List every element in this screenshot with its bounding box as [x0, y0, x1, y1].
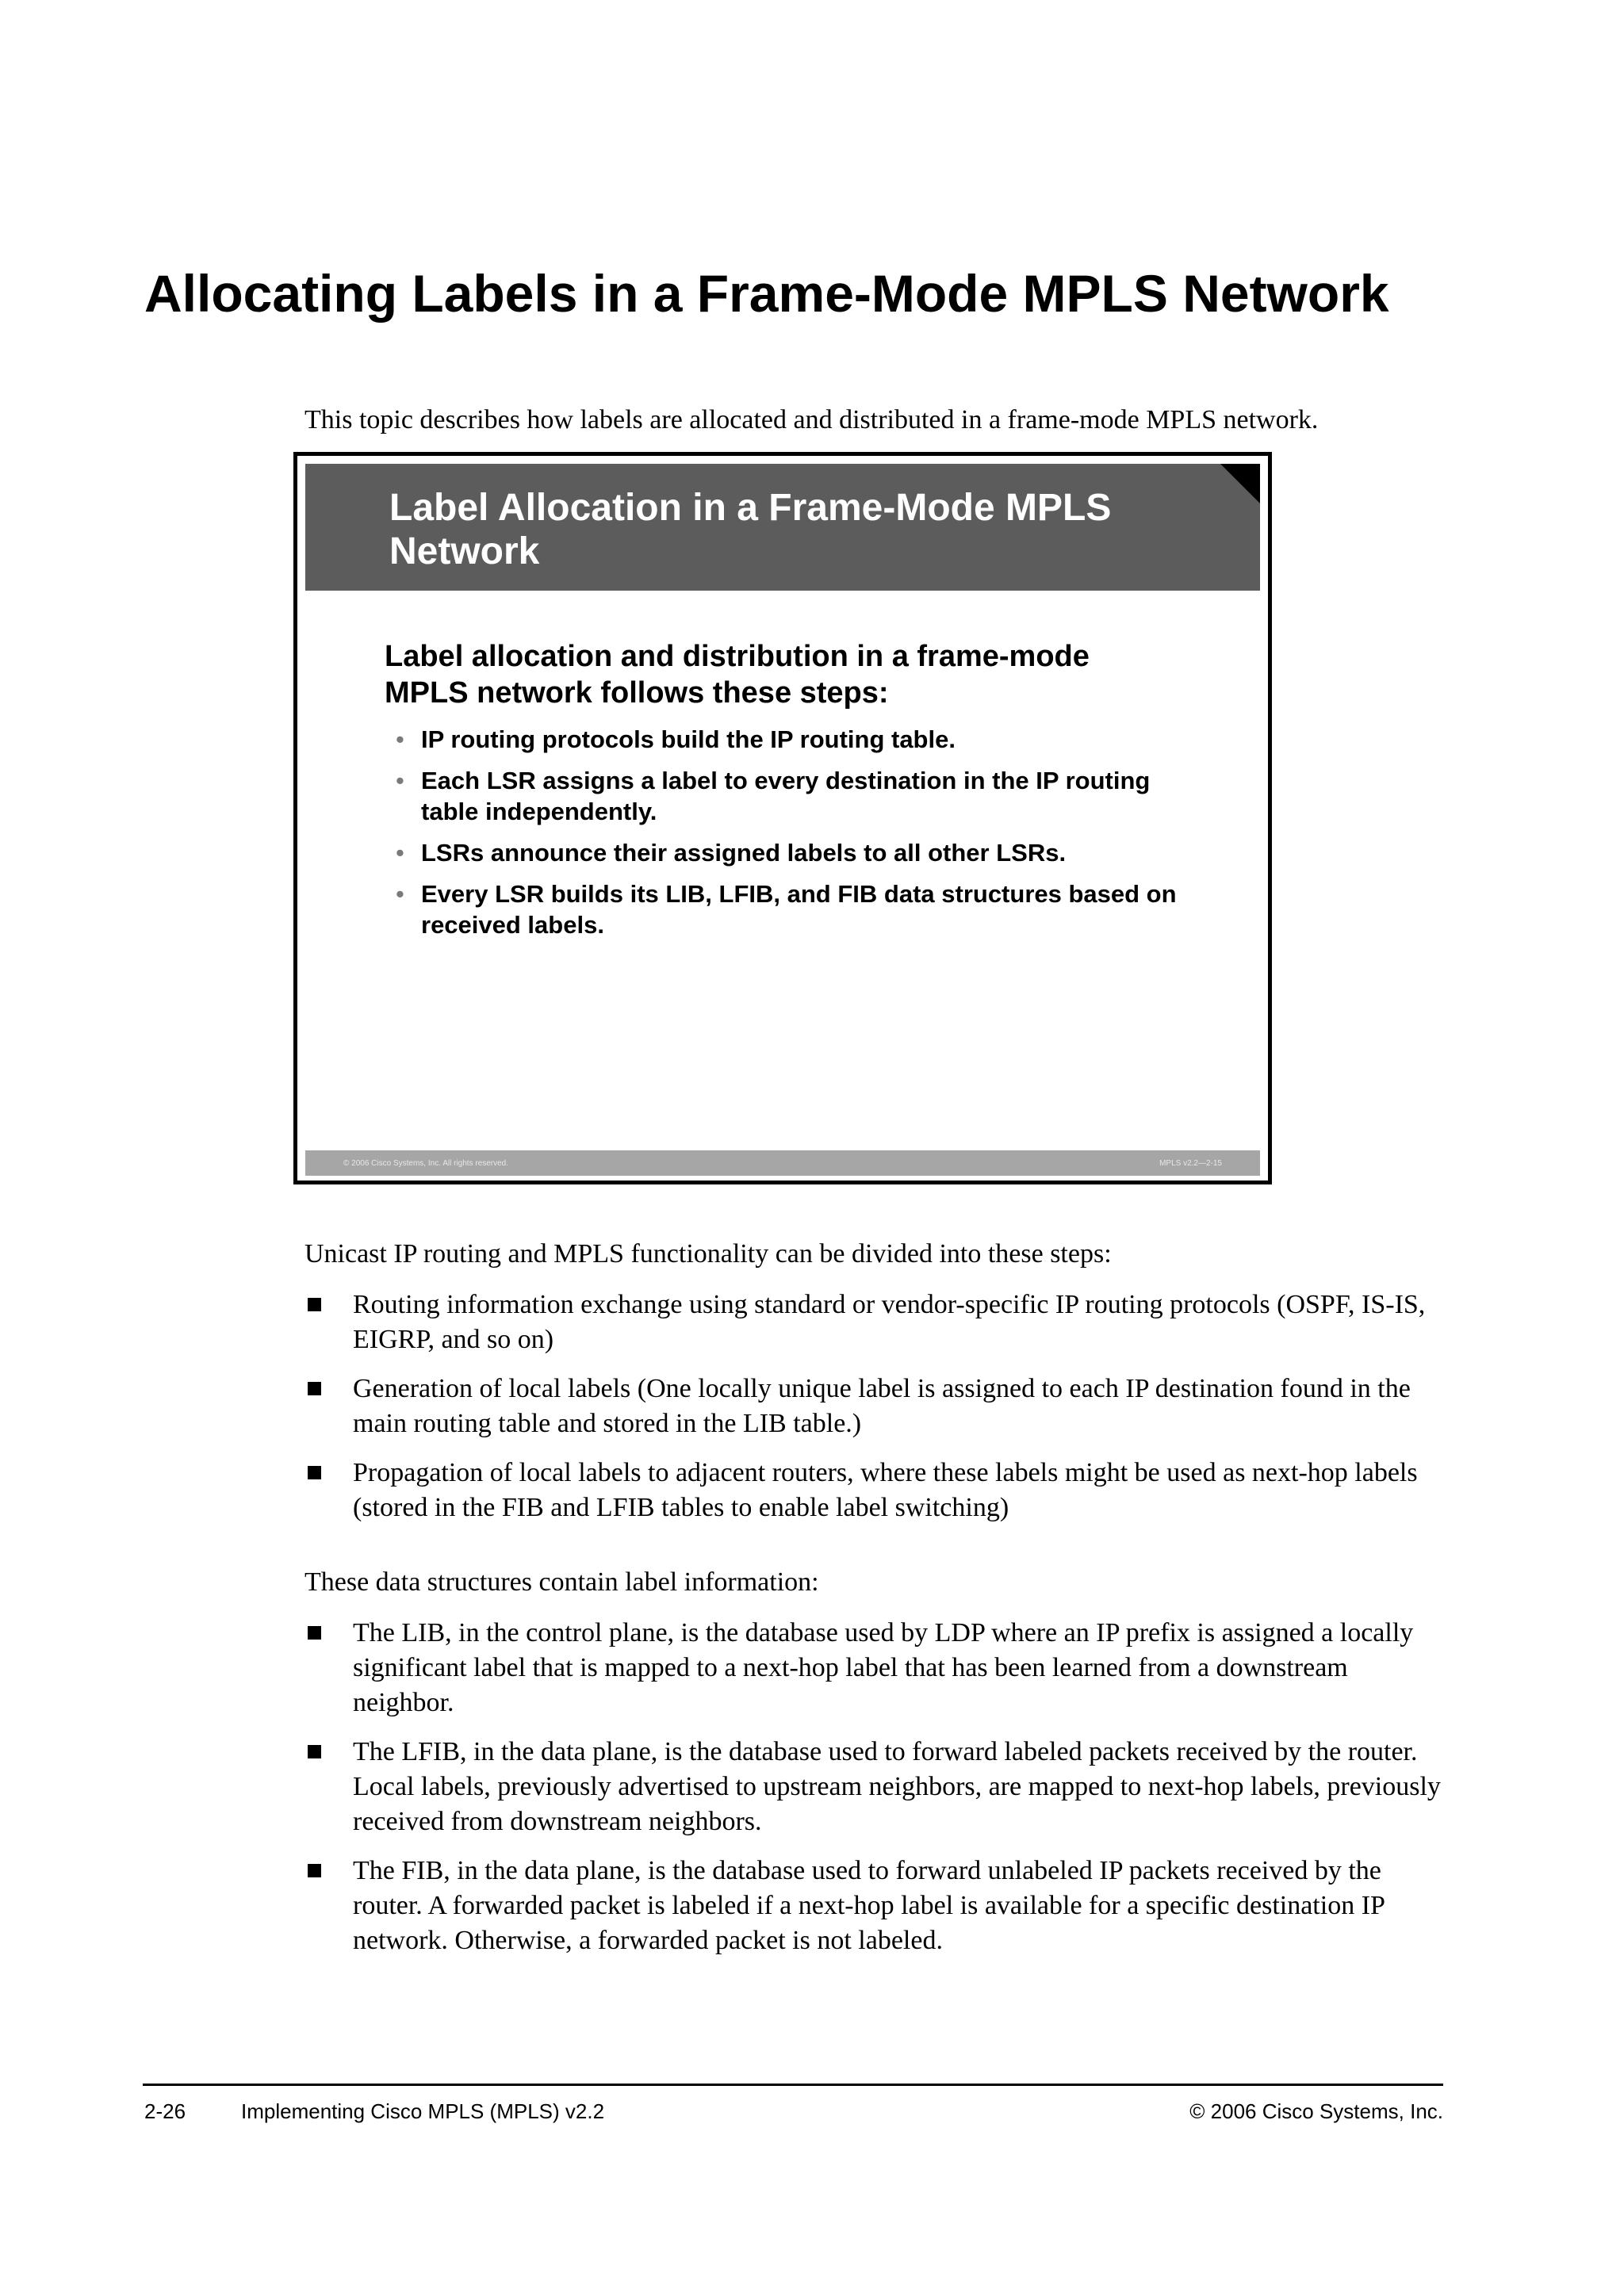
bullet-dot-icon: •	[396, 839, 404, 867]
slide-header	[305, 464, 1260, 591]
slide-number: MPLS v2.2—2-15	[1159, 1159, 1222, 1168]
footer-rule	[143, 2084, 1443, 2086]
square-bullet-icon	[308, 1745, 321, 1758]
bullet-dot-icon: •	[396, 725, 404, 753]
square-bullet-icon	[308, 1626, 321, 1640]
steps-list	[304, 1288, 1446, 1525]
list-item	[304, 1372, 1446, 1441]
list-item-text: The LIB, in the control plane, is the database used by LDP where an IP prefix is assigned a locally significant label that is mapped to a next-hop label that has been learned from a downstream neighbor.	[353, 1618, 1414, 1717]
list-item-text: The LFIB, in the data plane, is the database used to forward labeled packets received by the router. Local labels, previously advertised to upstream neighbors, are mapped to next-hop labels, previously received from downstream neighbors.	[353, 1737, 1441, 1836]
course-title: Implementing Cisco MPLS (MPLS) v2.2	[241, 2099, 605, 2123]
footer-copyright: © 2006 Cisco Systems, Inc.	[1189, 2099, 1443, 2123]
list-item-text: Routing information exchange using standard or vendor-specific IP routing protocols (OSPF, IS-IS, EIGRP, and so on)	[353, 1290, 1426, 1354]
slide-bullet-text: IP routing protocols build the IP routing table.	[421, 725, 956, 753]
square-bullet-icon	[308, 1466, 321, 1479]
list-item	[304, 1616, 1446, 1720]
page-title: Allocating Labels in a Frame-Mode MPLS Network	[144, 264, 1389, 323]
slide-title: Label Allocation in a Frame-Mode MPLS Network	[389, 487, 1112, 572]
slide-bullet-text: Every LSR builds its LIB, LFIB, and FIB data structures based on received labels.	[421, 880, 1177, 939]
slide-bullet	[385, 765, 1193, 827]
slide-bullet	[385, 878, 1193, 940]
square-bullet-icon	[308, 1382, 321, 1395]
slide-bullet	[385, 837, 1193, 868]
list-item	[304, 1288, 1446, 1357]
steps-intro: Unicast IP routing and MPLS functionality can be divided into these steps:	[304, 1239, 1112, 1269]
slide-lead: Label allocation and distribution in a frame-mode MPLS network follows these steps:	[385, 640, 1090, 710]
structures-list	[304, 1616, 1446, 1958]
slide-corner-mark	[1220, 464, 1260, 503]
structures-intro: These data structures contain label information:	[304, 1567, 819, 1597]
slide-bullet-text: Each LSR assigns a label to every destination in the IP routing table independently.	[421, 767, 1151, 825]
slide-bullet-text: LSRs announce their assigned labels to all other LSRs.	[421, 839, 1067, 867]
bullet-dot-icon: •	[396, 880, 404, 908]
list-item	[304, 1735, 1446, 1839]
list-item	[304, 1456, 1446, 1525]
list-item-text: Propagation of local labels to adjacent routers, where these labels might be used as next-hop labels (stored in the FIB and LFIB tables to enable label switching)	[353, 1458, 1418, 1522]
slide-bullet	[385, 724, 1193, 755]
slide-figure	[293, 452, 1272, 1184]
list-item-text: Generation of local labels (One locally unique label is assigned to each IP destination found in the main routing table and stored in the LIB table.)	[353, 1374, 1411, 1438]
slide-copyright: © 2006 Cisco Systems, Inc. All rights reserved.	[343, 1159, 509, 1168]
slide-bullet-list	[385, 724, 1193, 951]
topic-intro: This topic describes how labels are allocated and distributed in a frame-mode MPLS network.	[304, 405, 1319, 434]
square-bullet-icon	[308, 1864, 321, 1877]
square-bullet-icon	[308, 1298, 321, 1311]
slide-footer	[305, 1150, 1260, 1176]
list-item-text: The FIB, in the data plane, is the database used to forward unlabeled IP packets received by the router. A forwarded packet is labeled if a next-hop label is available for a specific destination IP network. Otherwise, a forwarded packet is not labeled.	[353, 1856, 1385, 1955]
list-item	[304, 1854, 1446, 1958]
bullet-dot-icon: •	[396, 767, 404, 794]
page-number: 2-26	[144, 2099, 186, 2123]
